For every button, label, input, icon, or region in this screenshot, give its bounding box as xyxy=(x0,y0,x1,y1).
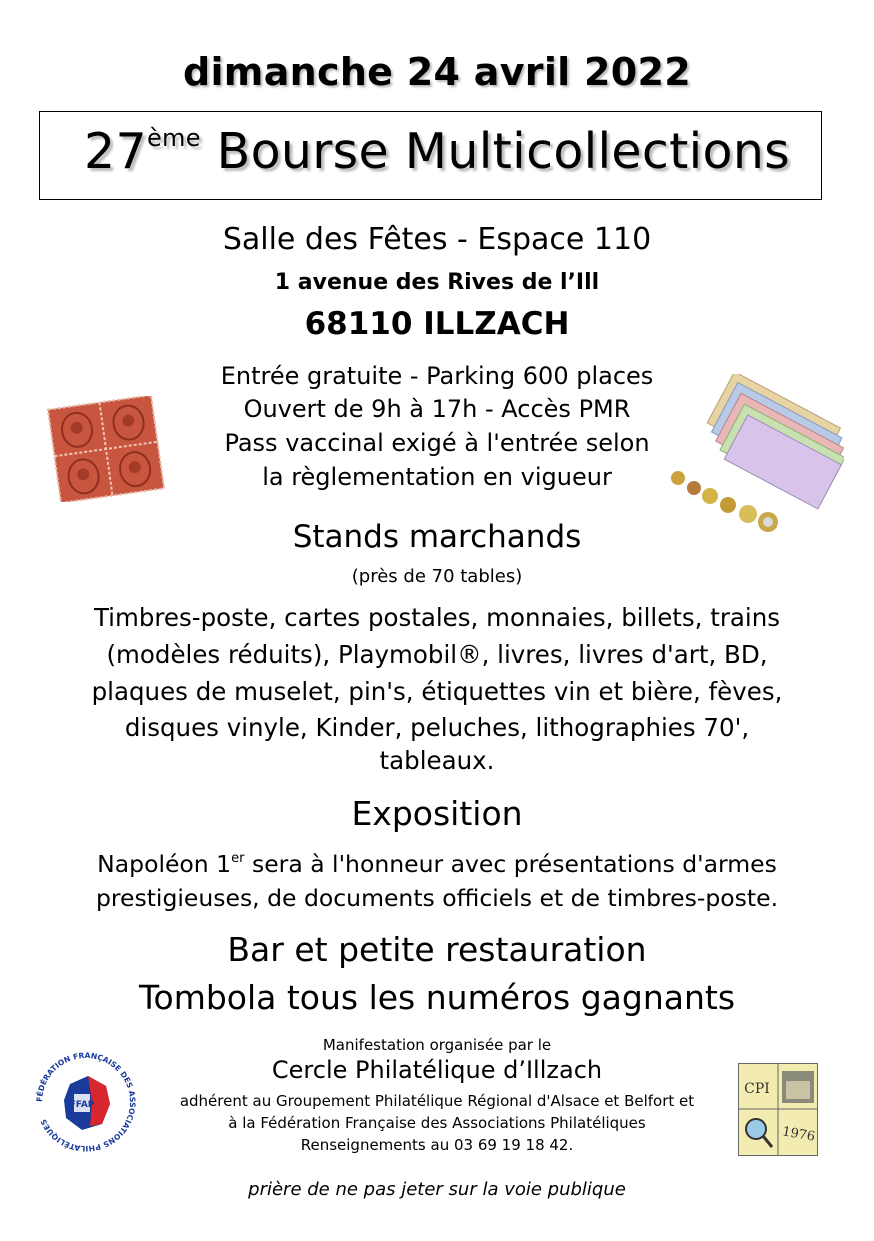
stands-title: Stands marchands xyxy=(292,519,582,555)
stamp-block-image xyxy=(40,396,172,502)
ffap-logo xyxy=(30,1046,142,1158)
title-main: Bourse Multicollections xyxy=(216,123,790,180)
exposition-line: prestigieuses, de documents officiels et de timbres-poste. xyxy=(95,884,779,912)
event-title xyxy=(0,123,874,180)
stand-items-line: Timbres-poste, cartes postales, monnaies, billets, trains xyxy=(93,603,781,632)
event-date: dimanche 24 avril 2022 xyxy=(182,50,691,94)
info-line: Pass vaccinal exigé à l'entrée selon xyxy=(224,429,650,457)
stand-items-line: (modèles réduits), Playmobil®, livres, livres d'art, BD, xyxy=(106,640,768,669)
tombola-line: Tombola tous les numéros gagnants xyxy=(138,978,736,1017)
cpi-year: 1976 xyxy=(781,1124,817,1145)
venue-street: 1 avenue des Rives de l’Ill xyxy=(274,270,600,295)
exposition-text: sera à l'honneur avec présentations d'armes xyxy=(244,850,777,878)
organizer-line: adhérent au Groupement Philatélique Régional d'Alsace et Belfort et xyxy=(179,1092,695,1110)
stand-items-line: tableaux. xyxy=(379,746,495,775)
title-ordinal-suffix: ème xyxy=(146,124,201,152)
organizer-line: à la Fédération Française des Associations Philatéliques xyxy=(228,1114,646,1132)
exposition-text: Napoléon 1 xyxy=(97,850,232,878)
title-ordinal: 27 xyxy=(84,123,147,180)
info-line: Entrée gratuite - Parking 600 places xyxy=(220,362,654,390)
cpi-letters: CPI xyxy=(744,1081,770,1097)
bar-line: Bar et petite restauration xyxy=(227,930,647,969)
cpi-logo xyxy=(738,1063,818,1156)
info-line: la règlementation en vigueur xyxy=(262,463,612,491)
organizer-intro: Manifestation organisée par le xyxy=(322,1036,552,1054)
stands-subtitle: (près de 70 tables) xyxy=(351,566,523,587)
venue-name: Salle des Fêtes - Espace 110 xyxy=(222,222,652,257)
venue-city: 68110 ILLZACH xyxy=(304,306,570,342)
exposition-sup: er xyxy=(231,851,245,866)
ffap-ring-text: FÉDÉRATION FRANÇAISE DES ASSOCIATIONS PHILATÉLIQUES xyxy=(34,1050,138,1154)
info-line: Ouvert de 9h à 17h - Accès PMR xyxy=(243,395,631,423)
exposition-title: Exposition xyxy=(351,794,523,833)
stand-items-line: plaques de muselet, pin's, étiquettes vin et bière, fèves, xyxy=(91,677,783,706)
ffap-center-text: FFAP xyxy=(69,1100,95,1110)
organizer-name: Cercle Philatélique d’Illzach xyxy=(271,1056,603,1084)
exposition-line xyxy=(0,850,874,878)
footer-note: prière de ne pas jeter sur la voie publique xyxy=(248,1179,626,1200)
stand-items-line: disques vinyle, Kinder, peluches, lithographies 70', xyxy=(124,713,750,742)
organizer-line: Renseignements au 03 69 19 18 42. xyxy=(300,1136,574,1154)
